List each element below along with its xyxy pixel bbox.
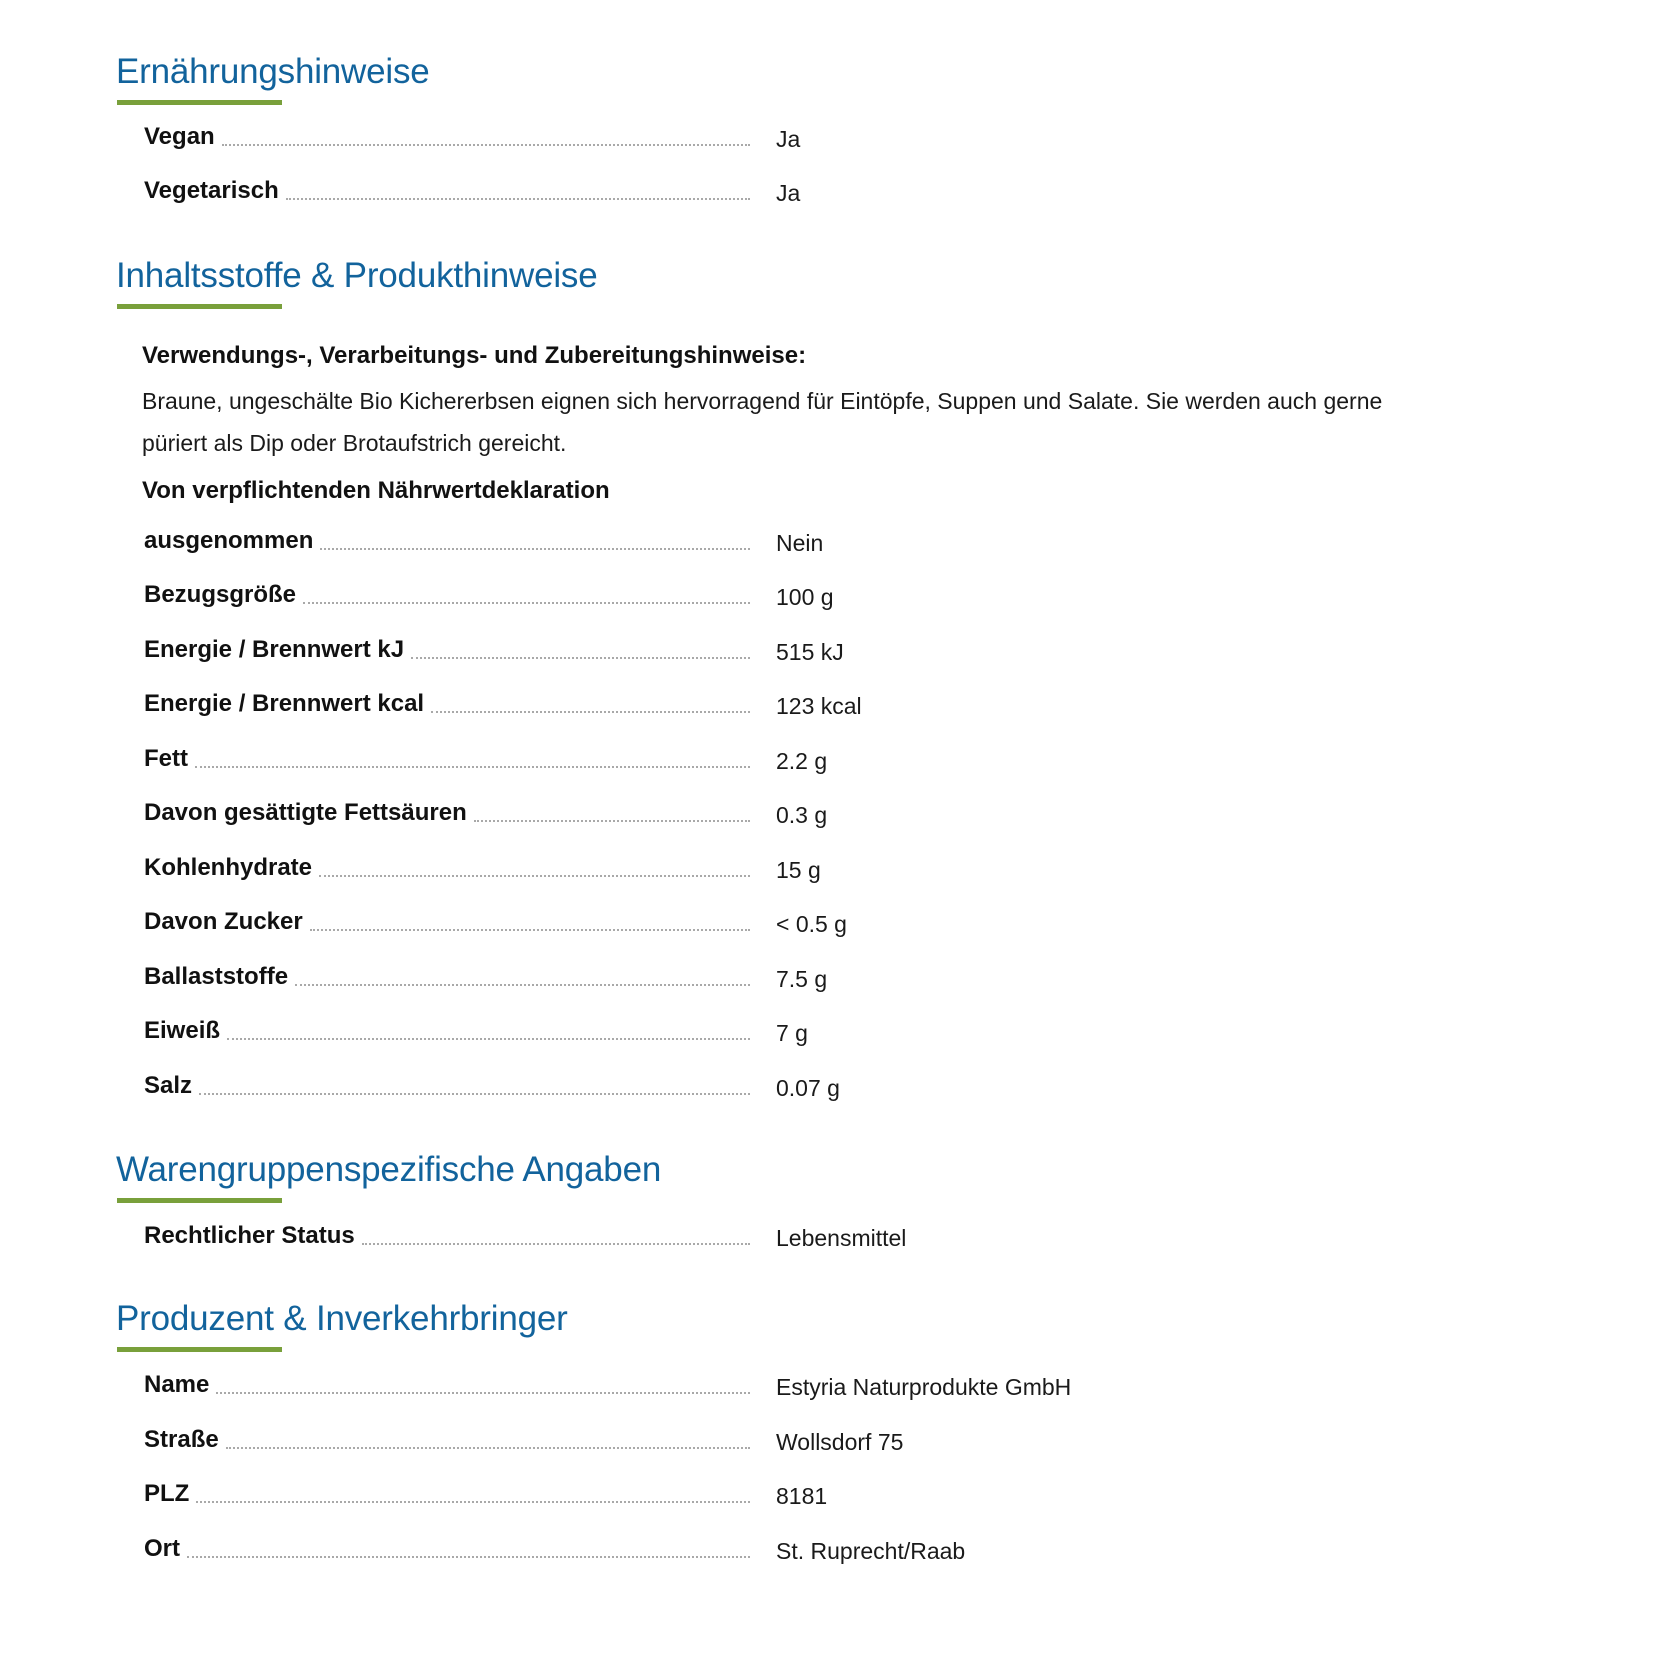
section-title-warengruppe: Warengruppenspezifische Angaben bbox=[116, 1150, 662, 1189]
row-value: 123 kcal bbox=[776, 693, 862, 719]
row-value: Estyria Naturprodukte GmbH bbox=[776, 1374, 1072, 1400]
row-label: Davon Zucker bbox=[144, 907, 750, 937]
dot-leader bbox=[320, 548, 750, 550]
info-row-ballaststoffe bbox=[144, 962, 1004, 998]
row-value: 100 g bbox=[776, 584, 834, 610]
dot-leader bbox=[474, 820, 750, 822]
info-row-plz bbox=[144, 1479, 1004, 1515]
info-row-fett bbox=[144, 744, 1004, 780]
declaration-heading: Von verpflichtenden Nährwertdeklaration bbox=[142, 477, 610, 504]
info-row-gesaettigte-fettsaeuren bbox=[144, 798, 1004, 834]
row-value: Wollsdorf 75 bbox=[776, 1429, 904, 1455]
dot-leader bbox=[411, 657, 750, 659]
row-value: St. Ruprecht/Raab bbox=[776, 1538, 966, 1564]
section-title-underline bbox=[117, 1347, 282, 1352]
row-label: Eiweiß bbox=[144, 1016, 750, 1046]
section-title-produzent: Produzent & Inverkehrbringer bbox=[116, 1299, 568, 1338]
row-value: 8181 bbox=[776, 1483, 828, 1509]
row-label: Vegan bbox=[144, 122, 750, 152]
row-value: Ja bbox=[776, 180, 801, 206]
section-title-underline bbox=[117, 1198, 282, 1203]
dot-leader bbox=[187, 1556, 750, 1558]
row-label: Energie / Brennwert kcal bbox=[144, 689, 750, 719]
row-value: Nein bbox=[776, 530, 824, 556]
section-title-inhaltsstoffe: Inhaltsstoffe & Produkthinweise bbox=[116, 256, 598, 295]
row-value: 0.3 g bbox=[776, 802, 828, 828]
row-label: Straße bbox=[144, 1425, 750, 1455]
row-label: Davon gesättigte Fettsäuren bbox=[144, 798, 750, 828]
info-row-kohlenhydrate bbox=[144, 853, 1004, 889]
row-value: 0.07 g bbox=[776, 1075, 840, 1101]
row-value: < 0.5 g bbox=[776, 911, 847, 937]
row-value: 7 g bbox=[776, 1020, 808, 1046]
dot-leader bbox=[286, 198, 750, 200]
section-title-underline bbox=[117, 304, 282, 309]
row-label: Ort bbox=[144, 1534, 750, 1564]
row-label: ausgenommen bbox=[144, 526, 750, 556]
info-row-energie-kj bbox=[144, 635, 1004, 671]
row-label: PLZ bbox=[144, 1479, 750, 1509]
dot-leader bbox=[362, 1243, 750, 1245]
info-row-ort bbox=[144, 1534, 1004, 1570]
row-value: Lebensmittel bbox=[776, 1225, 907, 1251]
section-title-ernaehrung: Ernährungshinweise bbox=[116, 52, 430, 91]
info-row-zucker bbox=[144, 907, 1004, 943]
usage-heading: Verwendungs-, Verarbeitungs- und Zubereitungshinweise: bbox=[142, 342, 807, 369]
dot-leader bbox=[195, 766, 750, 768]
section-title-underline bbox=[117, 100, 282, 105]
row-label: Fett bbox=[144, 744, 750, 774]
row-value: 7.5 g bbox=[776, 966, 828, 992]
dot-leader bbox=[216, 1392, 750, 1394]
dot-leader bbox=[222, 144, 750, 146]
info-row-energie-kcal bbox=[144, 689, 1004, 725]
info-row-vegan bbox=[144, 122, 1004, 158]
info-row-salz bbox=[144, 1071, 1004, 1107]
info-row-ausgenommen bbox=[144, 526, 1004, 562]
info-row-bezugsgroesse bbox=[144, 580, 1004, 616]
row-label: Bezugsgröße bbox=[144, 580, 750, 610]
info-row-eiweiss bbox=[144, 1016, 1004, 1052]
info-row-rechtlicher-status bbox=[144, 1221, 1004, 1257]
dot-leader bbox=[196, 1501, 750, 1503]
row-label: Ballaststoffe bbox=[144, 962, 750, 992]
dot-leader bbox=[199, 1093, 750, 1095]
row-label: Vegetarisch bbox=[144, 176, 750, 206]
row-value: Ja bbox=[776, 126, 801, 152]
dot-leader bbox=[319, 875, 750, 877]
dot-leader bbox=[295, 984, 750, 986]
info-row-strasse bbox=[144, 1425, 1004, 1461]
row-value: 515 kJ bbox=[776, 639, 844, 665]
dot-leader bbox=[227, 1038, 750, 1040]
row-label: Salz bbox=[144, 1071, 750, 1101]
row-label: Name bbox=[144, 1370, 750, 1400]
row-label: Rechtlicher Status bbox=[144, 1221, 750, 1251]
dot-leader bbox=[431, 711, 750, 713]
row-label: Kohlenhydrate bbox=[144, 853, 750, 883]
info-row-vegetarisch bbox=[144, 176, 1004, 212]
row-value: 15 g bbox=[776, 857, 821, 883]
dot-leader bbox=[310, 929, 750, 931]
row-value: 2.2 g bbox=[776, 748, 828, 774]
row-label: Energie / Brennwert kJ bbox=[144, 635, 750, 665]
dot-leader bbox=[226, 1447, 750, 1449]
info-row-name bbox=[144, 1370, 1072, 1406]
usage-text: Braune, ungeschälte Bio Kichererbsen eignen sich hervorragend für Eintöpfe, Suppen und Salate. Sie werden auch gerne püriert als Dip oder Brotaufstrich gereicht. bbox=[142, 388, 1383, 456]
dot-leader bbox=[303, 602, 750, 604]
